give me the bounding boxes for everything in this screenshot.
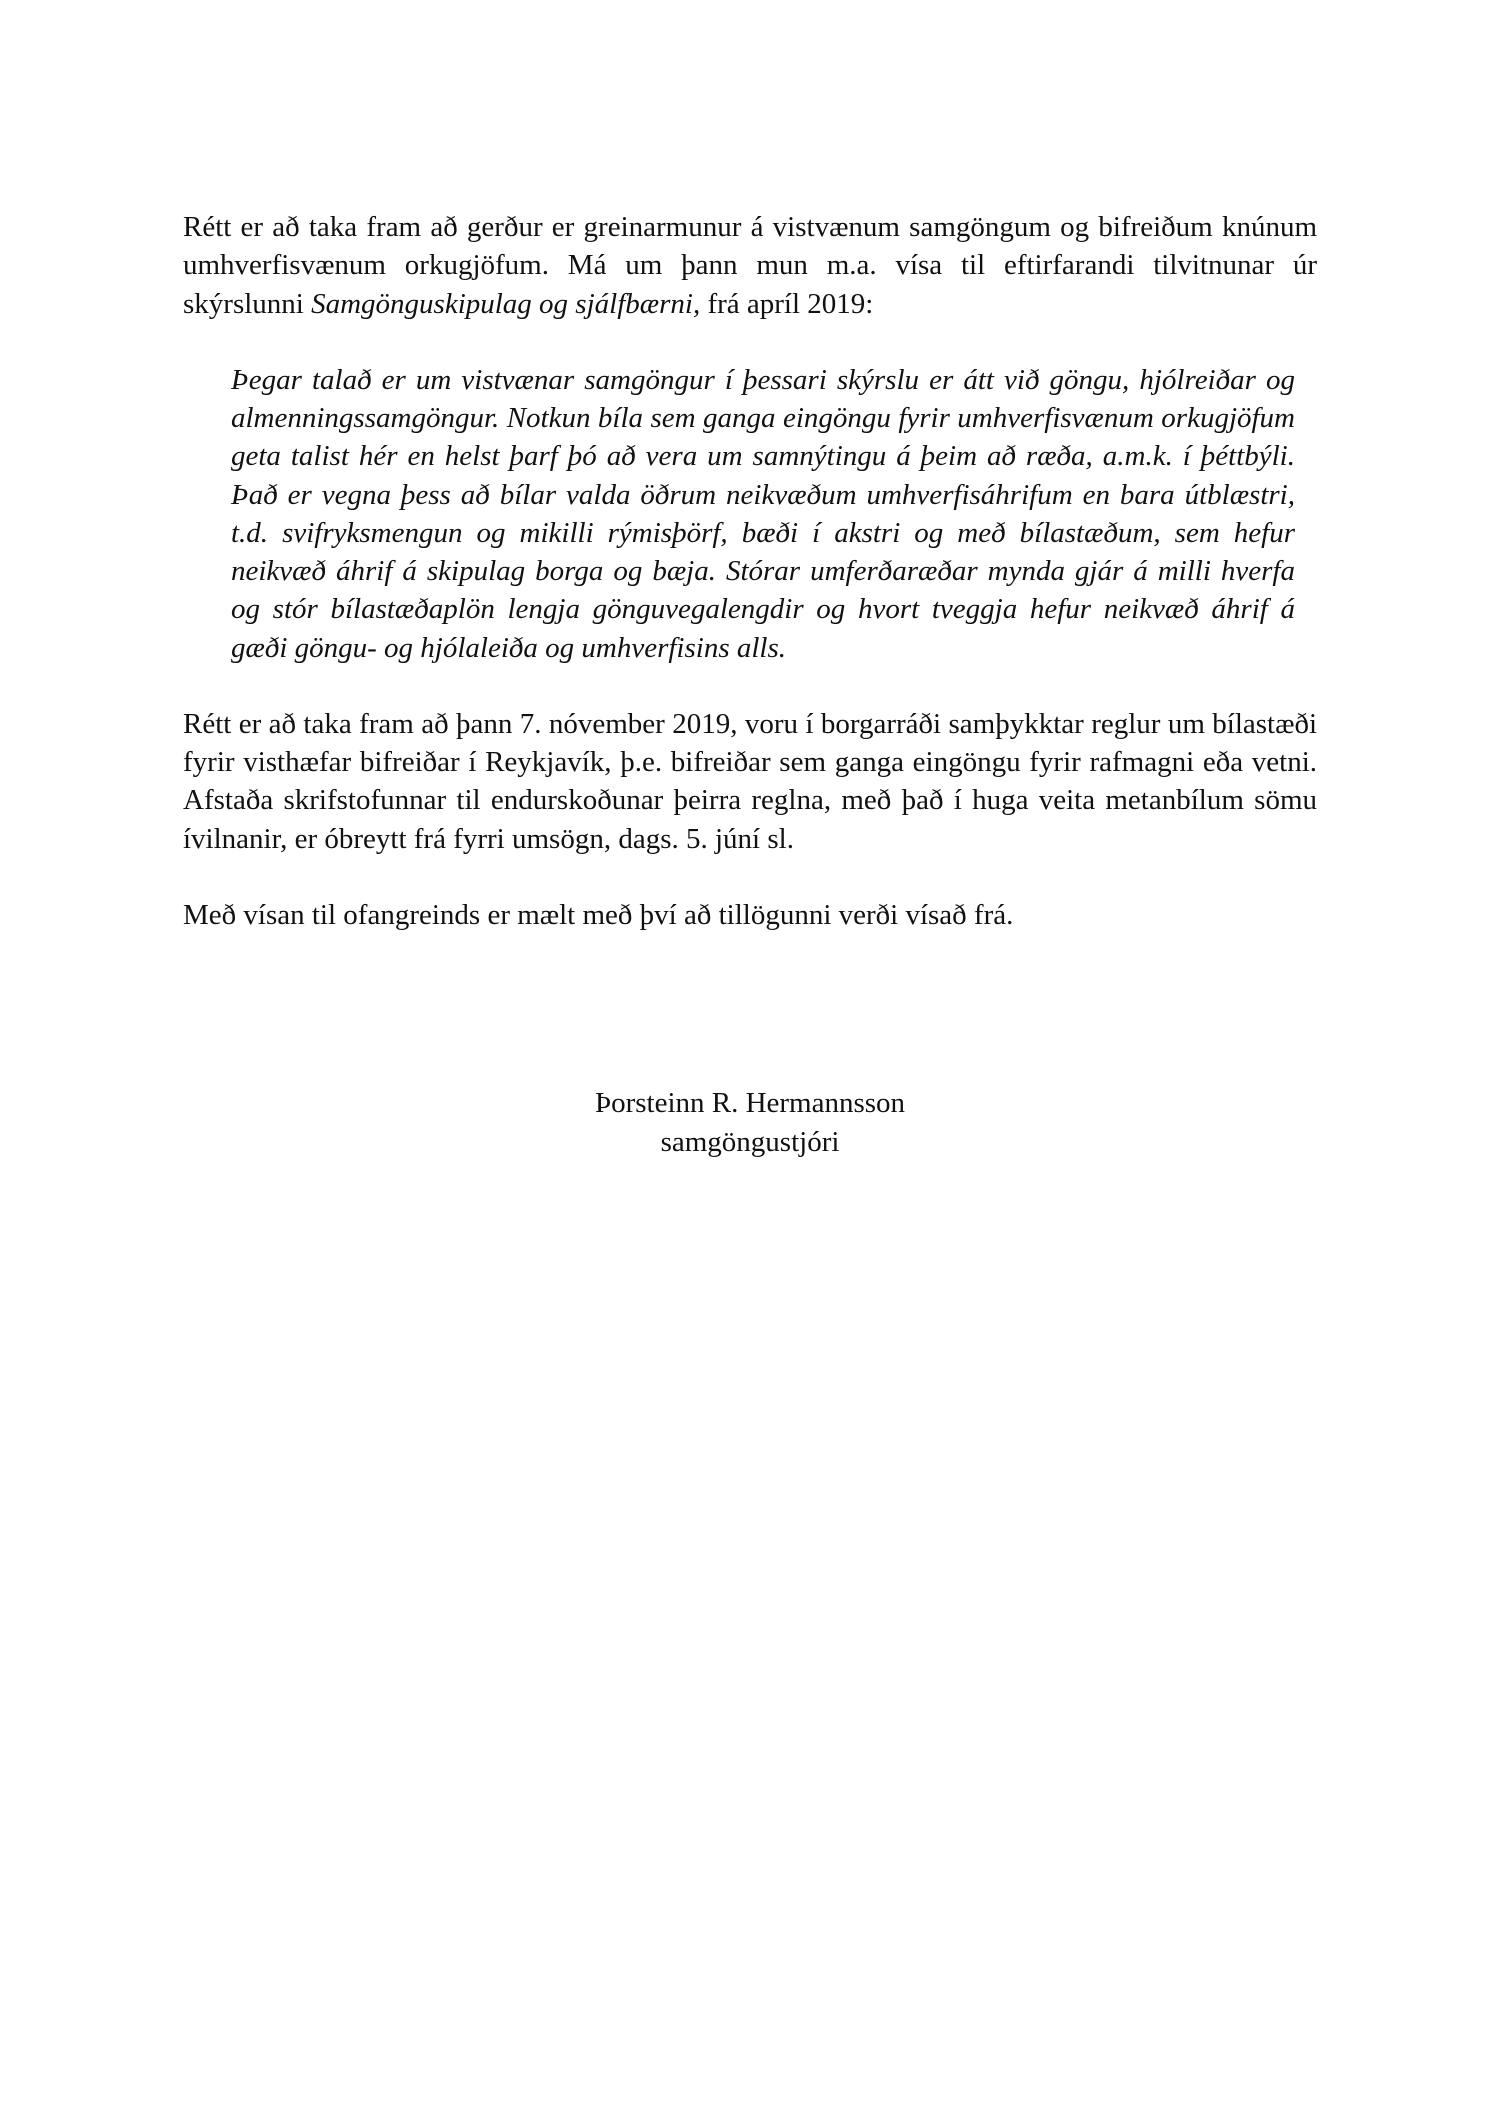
signature-title: samgöngustjóri bbox=[660, 1125, 840, 1158]
blockquote-report-citation: Þegar talað er um vistvænar samgöngur í þessari skýrslu er átt við göngu, hjólreiðar og almenningssamgöngur. Notkun bíla sem ganga eingöngu fyrir umhverfisvænum orkugjöfum geta talist hér en helst þarf þó að vera um samnýtingu á þeim að ræða, a.m.k. í þéttbýli. Það er vegna þess að bílar valda öðrum neikvæðum umhverfisáhrifum en bara útblæstri, t.d. svifryksmengun og mikilli rýmisþörf, bæði í akstri og með bílastæðum, sem hefur neikvæð áhrif á skipulag borga og bæja. Stórar umferðaræðar mynda gjár á milli hverfa og stór bílastæðaplön lengja gönguvegalengdir og hvort tveggja hefur neikvæð áhrif á gæði göngu- og hjólaleiða og umhverfisins alls. bbox=[231, 363, 1295, 664]
signature-name: Þorsteinn R. Hermannsson bbox=[594, 1087, 906, 1120]
intro-text-before: Rétt er að taka fram að gerður er greinarmunur á vistvænum samgöngum og bifreiðum knúnum umhverfisvænum orkugjöfum. Má um þann mun m.a. vísa til eftirfarandi tilvitnunar úr skýrslunni bbox=[183, 211, 1317, 320]
intro-paragraph bbox=[183, 208, 1317, 323]
intro-text-after: frá apríl 2019: bbox=[700, 287, 874, 320]
report-title-italic: Samgönguskipulag og sjálfbærni, bbox=[311, 287, 701, 320]
signature-block bbox=[183, 1084, 1317, 1161]
conclusion-paragraph: Með vísan til ofangreinds er mælt með því að tillögunni verði vísað frá. bbox=[183, 898, 1014, 931]
regulations-paragraph: Rétt er að taka fram að þann 7. nóvember 2019, voru í borgarráði samþykktar reglur um bílastæði fyrir visthæfar bifreiðar í Reykjavík, þ.e. bifreiðar sem ganga eingöngu fyrir rafmagni eða vetni. Afstaða skrifstofunnar til endurskoðunar þeirra reglna, með það í huga veita metanbílum sömu ívilnanir, er óbreytt frá fyrri umsögn, dags. 5. júní sl. bbox=[183, 707, 1317, 855]
